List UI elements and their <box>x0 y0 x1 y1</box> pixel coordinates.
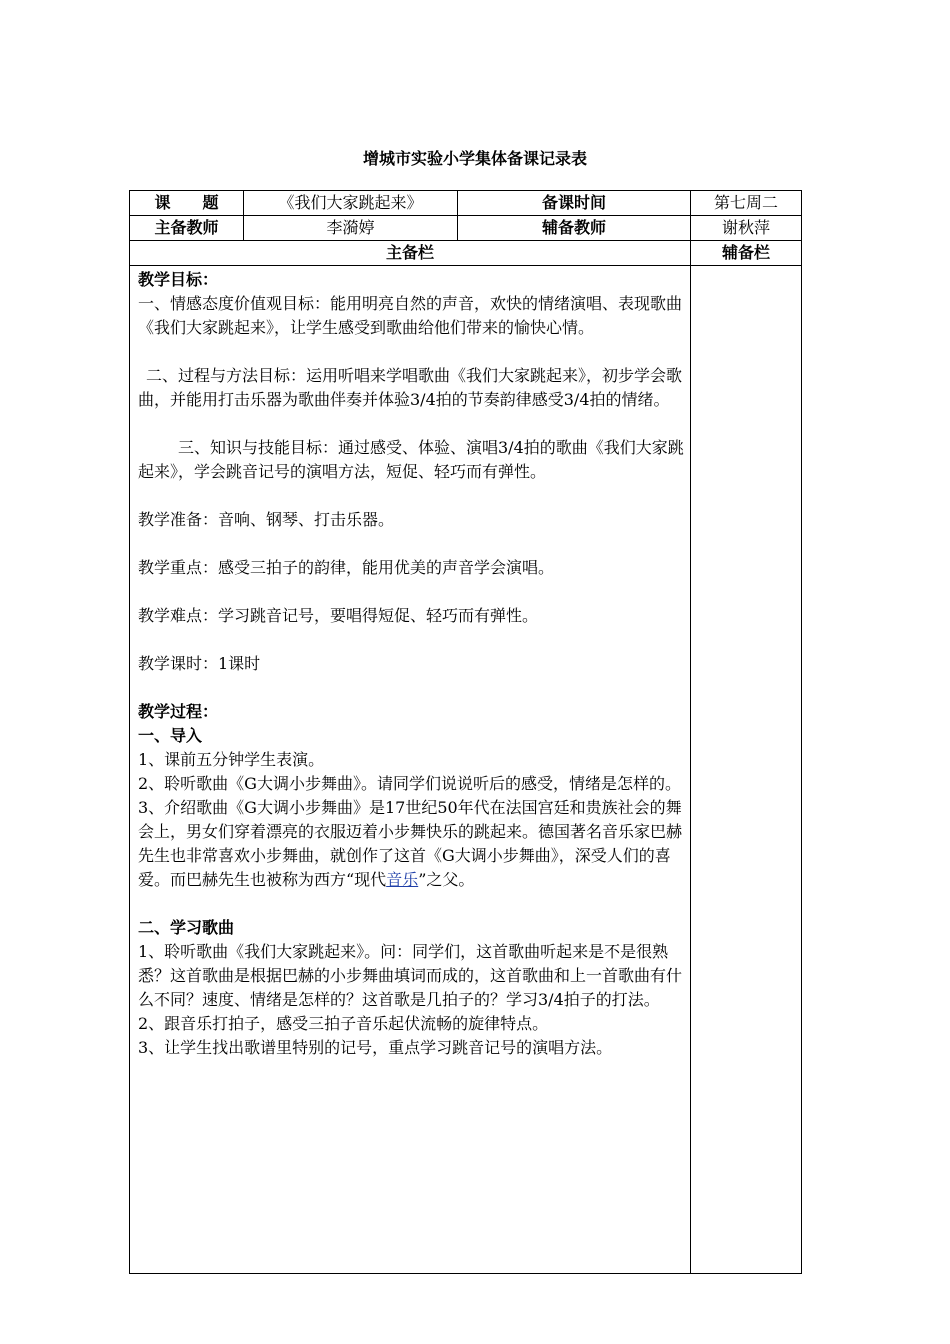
assist-teacher-label: 辅备教师 <box>458 216 691 241</box>
objectives-heading: 教学目标： <box>138 270 219 289</box>
step-2-3: 3、让学生找出歌谱里特别的记号，重点学习跳音记号的演唱方法。 <box>138 1038 613 1057</box>
topic-value: 《我们大家跳起来》 <box>244 191 458 216</box>
main-teacher-label: 主备教师 <box>130 216 244 241</box>
section-2-heading: 二、学习歌曲 <box>138 918 235 937</box>
step-1-1: 1、课前五分钟学生表演。 <box>138 750 325 769</box>
main-teacher-value: 李漪婷 <box>244 216 458 241</box>
page-title: 增城市实验小学集体备课记录表 <box>362 149 587 168</box>
assist-teacher-value: 谢秋萍 <box>691 216 802 241</box>
record-table <box>129 190 802 1274</box>
main-column-header: 主备栏 <box>130 241 691 266</box>
main-content-cell <box>130 266 691 1274</box>
time-value: 第七周二 <box>691 191 802 216</box>
teaching-preparation: 教学准备：音响、钢琴、打击乐器。 <box>138 510 395 529</box>
objective-2: 二、过程与方法目标：运用听唱来学唱歌曲《我们大家跳起来》，初步学会歌曲，并能用打击乐器为歌曲伴奏并体验3/4拍的节奏韵律感受3/4拍的情绪。 <box>138 366 683 409</box>
topic-label: 课 题 <box>130 191 244 216</box>
time-label: 备课时间 <box>458 191 691 216</box>
table-row <box>130 216 802 241</box>
step-2-1: 1、聆听歌曲《我们大家跳起来》。问：同学们，这首歌曲听起来是不是很熟悉？这首歌曲是根据巴赫的小步舞曲填词而成的，这首歌曲和上一首歌曲有什么不同？速度、情绪是怎样的？这首歌是几拍子的？学习3/4拍子的打法。 <box>138 942 683 1009</box>
teaching-key-point: 教学重点：感受三拍子的韵律，能用优美的声音学会演唱。 <box>138 558 555 577</box>
table-row <box>130 191 802 216</box>
objective-3: 三、知识与技能目标：通过感受、体验、演唱3/4拍的歌曲《我们大家跳起来》，学会跳音记号的演唱方法，短促、轻巧而有弹性。 <box>138 438 684 481</box>
assist-column-header: 辅备栏 <box>691 241 802 266</box>
step-1-3-text: 3、介绍歌曲《G大调小步舞曲》是17世纪50年代在法国宫廷和贵族社会的舞会上，男女们穿着漂亮的衣服迈着小步舞快乐的跳起来。德国著名音乐家巴赫先生也非常喜欢小步舞曲，就创作了这首《G大调小步舞曲》，深受人们的喜爱。而巴赫先生也被称为西方“现代 <box>138 798 683 889</box>
teaching-hours: 教学课时：1课时 <box>138 654 261 673</box>
process-heading: 教学过程： <box>138 702 219 721</box>
step-2-2: 2、跟音乐打拍子，感受三拍子音乐起伏流畅的旋律特点。 <box>138 1014 549 1033</box>
objective-1: 一、情感态度价值观目标：能用明亮自然的声音，欢快的情绪演唱、表现歌曲《我们大家跳起来》，让学生感受到歌曲给他们带来的愉快心情。 <box>138 294 683 337</box>
step-1-2: 2、聆听歌曲《G大调小步舞曲》。请同学们说说听后的感受，情绪是怎样的。 <box>138 774 681 793</box>
music-link[interactable]: 音乐 <box>386 870 419 889</box>
table-row <box>130 266 802 1274</box>
table-row <box>130 241 802 266</box>
assist-content-cell <box>691 266 802 1274</box>
teaching-difficulty: 教学难点：学习跳音记号，要唱得短促、轻巧而有弹性。 <box>138 606 539 625</box>
step-1-3-end: ”之父。 <box>418 870 475 889</box>
section-1-heading: 一、导入 <box>138 726 203 745</box>
step-1-3 <box>138 796 684 892</box>
